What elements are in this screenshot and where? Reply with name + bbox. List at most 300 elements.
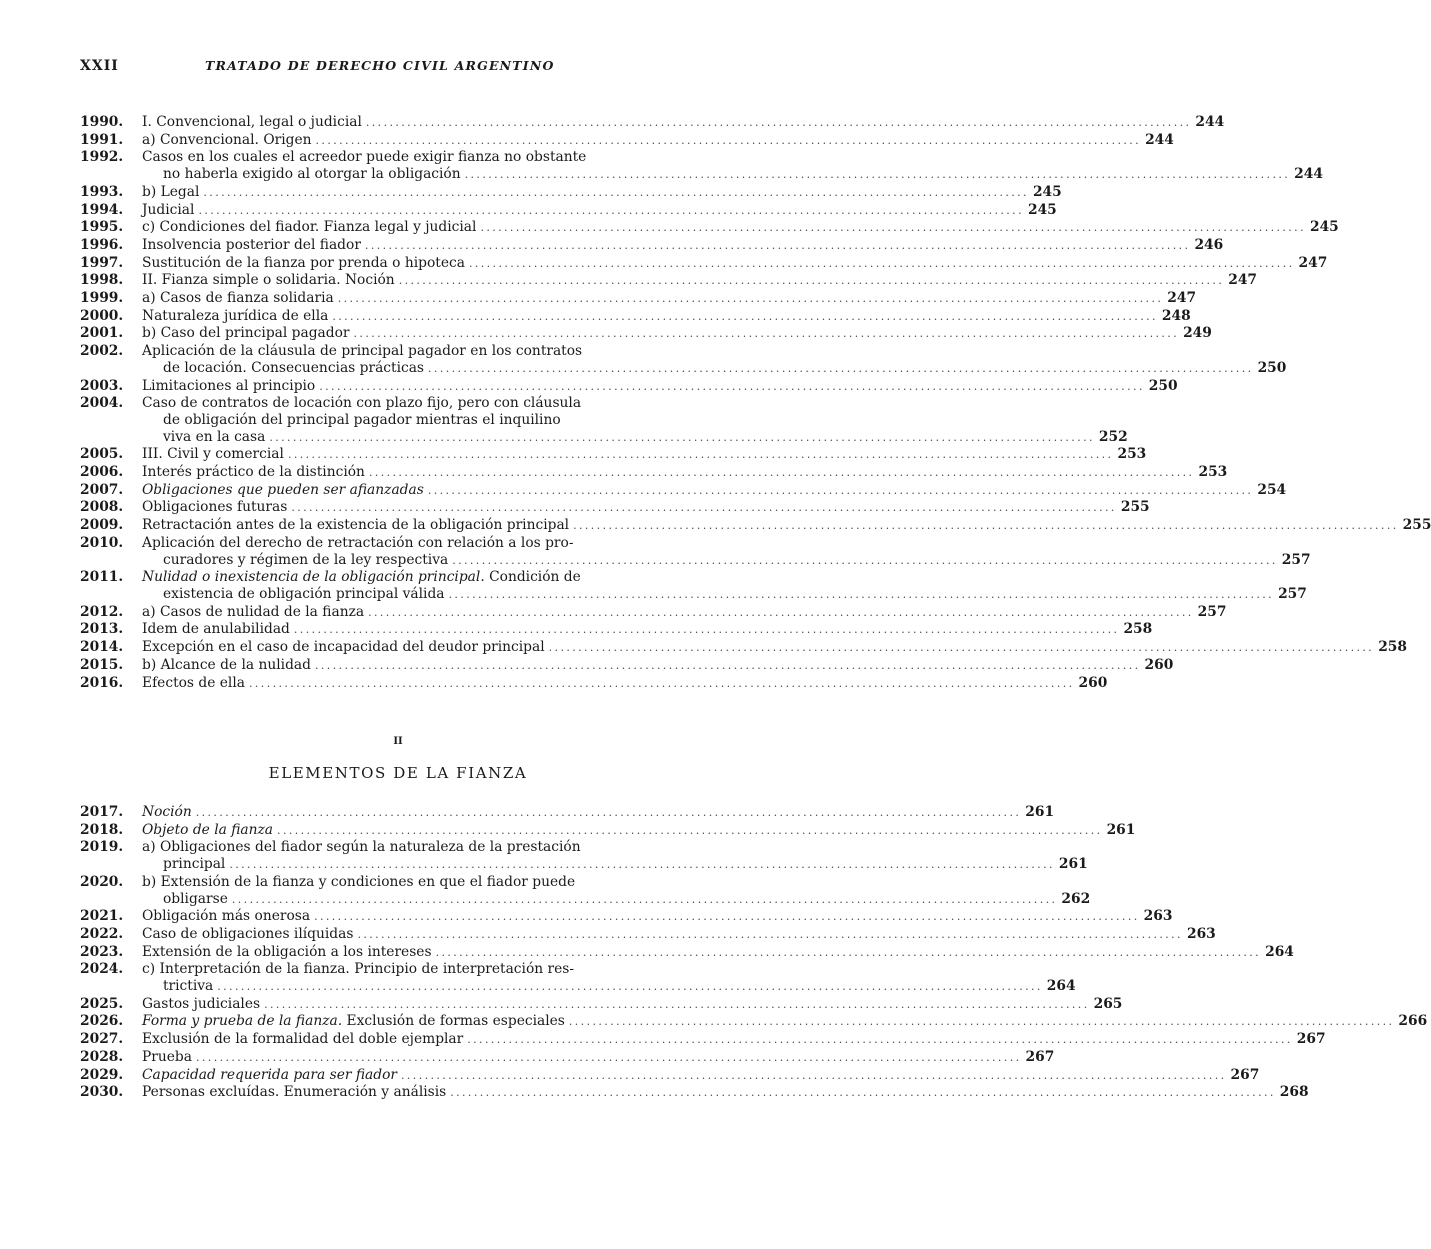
toc-entry [80, 307, 1191, 326]
entry-text: b) Extensión de la fianza y condiciones en que el fiador puede [142, 873, 576, 890]
toc-entry [80, 943, 1294, 962]
entry-line [142, 325, 1212, 343]
entry-number: 1996. [80, 236, 124, 253]
toc-entry [80, 517, 1431, 535]
entry-number: 2009. [80, 517, 124, 534]
entry-text: Nulidad o inexistencia de la obligación principal. Condición de [142, 569, 581, 586]
entry-text: Gastos judiciales [142, 995, 261, 1012]
entry-number: 2007. [80, 481, 124, 498]
dot-leader: ............................................................................................................................................ [264, 997, 1090, 1011]
entry-text: viva en la casa [163, 428, 266, 445]
dot-leader: ............................................................................................................................................ [428, 361, 1254, 375]
entry-line [142, 464, 1228, 482]
dot-leader: ............................................................................................................................................ [293, 623, 1120, 637]
entry-page: 258 [1378, 639, 1407, 656]
entry-line [142, 603, 1227, 622]
dot-leader: ............................................................................................................................................ [291, 501, 1117, 515]
entry-text: Idem de anulabilidad [142, 621, 290, 638]
entry-page: 248 [1161, 307, 1191, 324]
toc-section-1 [80, 114, 1431, 692]
entry-line [142, 639, 1407, 657]
entry-page: 261 [1058, 856, 1088, 873]
entry-text: Judicial [142, 201, 195, 218]
entry-page: 263 [1143, 908, 1173, 925]
dot-leader: ............................................................................................................................................ [195, 806, 1022, 819]
entry-body [142, 114, 1225, 132]
entry-number: 2023. [80, 943, 124, 960]
dot-leader: ............................................................................................................................................ [573, 519, 1399, 533]
entry-line [142, 131, 1174, 150]
toc-entry [80, 639, 1407, 657]
entry-line [142, 551, 1311, 570]
entry-number: 2029. [80, 1066, 124, 1083]
entry-number: 2013. [80, 621, 124, 638]
entry-text: a) Obligaciones del fiador según la naturaleza de la prestación [142, 839, 581, 856]
entry-text [142, 822, 273, 839]
entry-number: 2018. [80, 821, 124, 838]
entry-page: 260 [1078, 674, 1108, 691]
entry-page: 245 [1309, 219, 1339, 236]
dot-leader: ............................................................................................................................................ [401, 1068, 1227, 1082]
entry-page: 267 [1025, 1048, 1055, 1065]
dot-leader: ............................................................................................................................................ [364, 238, 1191, 252]
entry-page: 261 [1025, 804, 1055, 820]
toc-entry [80, 343, 1287, 377]
entry-body [142, 839, 1088, 873]
entry-line [142, 1048, 1055, 1067]
entry-body [142, 464, 1228, 482]
dot-leader: ............................................................................................................................................ [198, 203, 1024, 217]
entry-text: Naturaleza jurídica de ella [142, 307, 329, 324]
entry-number: 2022. [80, 925, 124, 942]
entry-number: 2017. [80, 804, 124, 820]
entry-text-italic: Nulidad o inexistencia de la obligación principal. [142, 569, 485, 586]
entry-line [142, 236, 1224, 255]
entry-text: b) Legal [142, 183, 200, 200]
dot-leader: ............................................................................................................................................ [231, 892, 1058, 906]
entry-body [142, 325, 1212, 343]
entry-line [142, 621, 1153, 639]
entry-body [142, 377, 1178, 396]
page-number: XXII [80, 58, 119, 74]
entry-text: a) Casos de nulidad de la fianza [142, 603, 365, 620]
toc-entry [80, 290, 1197, 308]
entry-page: 267 [1230, 1066, 1260, 1083]
entry-line [142, 1066, 1260, 1085]
entry-line [142, 569, 1304, 586]
entry-text: Aplicación de la cláusula de principal pagador en los contratos [142, 343, 583, 360]
toc-entry [80, 1084, 1309, 1102]
entry-number: 2002. [80, 343, 124, 360]
dot-leader: ............................................................................................................................................ [229, 858, 1055, 872]
toc-entry [80, 395, 1128, 446]
entry-line [142, 978, 1076, 996]
entry-text: trictiva [163, 978, 214, 995]
dot-leader: ............................................................................................................................................ [314, 910, 1140, 924]
toc-entry [80, 1031, 1326, 1049]
toc-entry [80, 272, 1258, 290]
toc-entry [80, 621, 1153, 639]
entry-text: b) Alcance de la nulidad [142, 656, 311, 673]
toc-entry [80, 201, 1057, 220]
entry-line [142, 446, 1147, 464]
entry-page: 247 [1228, 272, 1258, 289]
entry-line [142, 149, 1320, 166]
entry-body [142, 149, 1323, 183]
entry-body [142, 481, 1287, 500]
entry-text: c) Condiciones del fiador. Fianza legal y judicial [142, 219, 477, 236]
toc-entry [80, 325, 1212, 343]
dot-leader: ............................................................................................................................................ [353, 327, 1180, 341]
entry-text: Caso de obligaciones ilíquidas [142, 925, 354, 942]
entry-number: 2019. [80, 839, 124, 856]
entry-line [142, 874, 1087, 891]
entry-text: a) Casos de fianza solidaria [142, 290, 334, 307]
toc-entry [80, 464, 1228, 482]
entry-text [142, 482, 424, 499]
toc-entry [80, 481, 1287, 500]
entry-page: 266 [1398, 1013, 1428, 1030]
entry-text: curadores y régimen de la ley respectiva [163, 551, 449, 568]
entry-text-italic: Noción [142, 804, 192, 820]
entry-body [142, 343, 1287, 377]
toc-entry [80, 961, 1076, 995]
entry-page: 257 [1281, 551, 1311, 568]
entry-text: Limitaciones al principio [142, 377, 316, 394]
entry-text-italic: Forma y prueba de la fianza. [142, 1013, 343, 1030]
entry-line [142, 585, 1307, 604]
entry-page: 250 [1257, 359, 1287, 376]
entry-body [142, 201, 1057, 220]
entry-line [142, 674, 1108, 693]
entry-page: 255 [1402, 517, 1431, 534]
entry-line [142, 428, 1128, 447]
dot-leader: ............................................................................................................................................ [464, 168, 1291, 182]
entry-text-italic: Obligaciones que pueden ser afianzadas [142, 481, 424, 498]
dot-leader: ............................................................................................................................................ [337, 292, 1164, 306]
entry-page: 244 [1195, 114, 1225, 130]
running-title: TRATADO DE DERECHO CIVIL ARGENTINO [205, 58, 555, 73]
toc-entry [80, 995, 1123, 1014]
entry-text: obligarse [163, 890, 228, 907]
entry-number: 2025. [80, 995, 124, 1012]
dot-leader: ............................................................................................................................................ [467, 1033, 1293, 1047]
entry-line [142, 839, 1085, 856]
dot-leader: ............................................................................................................................................ [368, 466, 1195, 480]
entry-page: 265 [1093, 995, 1123, 1012]
toc-entry [80, 569, 1307, 603]
dot-leader: ............................................................................................................................................ [480, 221, 1306, 235]
entry-number: 1995. [80, 219, 124, 236]
entry-number: 1994. [80, 201, 124, 218]
entry-number: 1991. [80, 131, 124, 148]
entry-page: 255 [1120, 499, 1150, 516]
toc-entry [80, 114, 1225, 132]
entry-line [142, 925, 1216, 944]
entry-line [142, 856, 1088, 874]
entry-page: 268 [1279, 1084, 1309, 1101]
entry-number: 2016. [80, 674, 124, 691]
entry-line [142, 114, 1225, 132]
dot-leader: ............................................................................................................................................ [287, 448, 1114, 462]
entry-number: 2012. [80, 603, 124, 620]
entry-body [142, 1013, 1428, 1031]
entry-body [142, 569, 1307, 603]
entry-number: 2001. [80, 325, 124, 342]
entry-body [142, 1084, 1309, 1102]
toc-entry [80, 1013, 1428, 1031]
entry-line [142, 219, 1339, 237]
entry-line [142, 290, 1197, 308]
entry-number: 2006. [80, 464, 124, 481]
entry-page: 261 [1106, 821, 1136, 838]
entry-line [142, 343, 1284, 360]
dot-leader: ............................................................................................................................................ [319, 379, 1145, 393]
toc-entry [80, 603, 1227, 622]
entry-page: 249 [1183, 325, 1212, 342]
entry-body [142, 674, 1108, 693]
entry-text: Sustitución de la fianza por prenda o hipoteca [142, 254, 465, 271]
entry-text: Extensión de la obligación a los intereses [142, 943, 432, 960]
entry-line [142, 656, 1174, 675]
entry-text [142, 1067, 397, 1084]
entry-number: 2021. [80, 908, 124, 925]
entry-body [142, 254, 1328, 273]
entry-body [142, 290, 1197, 308]
entry-body [142, 804, 1055, 822]
entry-body [142, 446, 1147, 464]
entry-number: 2020. [80, 873, 124, 890]
entry-number: 1993. [80, 183, 124, 200]
entry-page: 245 [1027, 201, 1057, 218]
entry-body [142, 499, 1150, 517]
entry-page: 257 [1197, 603, 1227, 620]
entry-page: 244 [1294, 166, 1323, 183]
entry-line [142, 535, 1308, 552]
dot-leader: ............................................................................................................................................ [249, 676, 1075, 690]
entry-page: 250 [1148, 377, 1178, 394]
entry-body [142, 1066, 1260, 1085]
entry-line [142, 517, 1429, 535]
entry-text: Caso de contratos de locación con plazo fijo, pero con cláusula [142, 395, 582, 412]
entry-text: Excepción en el caso de incapacidad del deudor principal [142, 639, 545, 656]
toc-entry [80, 656, 1174, 675]
entry-text: Exclusión de la formalidad del doble ejemplar [142, 1031, 464, 1048]
toc-entry [80, 377, 1178, 396]
entry-text: Obligación más onerosa [142, 908, 311, 925]
entry-line [142, 908, 1173, 926]
entry-number: 2004. [80, 395, 124, 412]
entry-text: principal [163, 856, 226, 873]
entry-page: 263 [1186, 925, 1216, 942]
entry-body [142, 219, 1339, 237]
entry-text-italic: Objeto de la fianza [142, 821, 274, 838]
dot-leader: ............................................................................................................................................ [217, 980, 1043, 994]
entry-body [142, 534, 1311, 569]
entry-body [142, 639, 1407, 657]
entry-text: Interés práctico de la distinción [142, 464, 365, 481]
entry-text: Efectos de ella [142, 674, 245, 691]
entry-page: 267 [1296, 1031, 1326, 1048]
entry-body [142, 307, 1191, 326]
dot-leader: ............................................................................................................................................ [196, 1050, 1022, 1064]
entry-page: 258 [1123, 621, 1153, 638]
entry-body [142, 925, 1216, 944]
entry-line [142, 1013, 1428, 1031]
dot-leader: ............................................................................................................................................ [332, 309, 1158, 323]
entry-line [142, 183, 1062, 202]
entry-number: 2005. [80, 446, 124, 463]
entry-body [142, 395, 1128, 446]
entry-text: II. Fianza simple o solidaria. Noción [142, 272, 395, 289]
entry-page: 262 [1061, 890, 1091, 907]
dot-leader: ............................................................................................................................................ [368, 605, 1194, 619]
entry-number: 2003. [80, 377, 124, 394]
entry-line [142, 272, 1258, 290]
toc-entry [80, 873, 1091, 908]
toc-entry [80, 131, 1174, 150]
toc-entry [80, 839, 1088, 873]
entry-line [142, 481, 1287, 500]
entry-number: 2011. [80, 569, 124, 586]
entry-page: 253 [1117, 446, 1147, 463]
entry-body [142, 131, 1174, 150]
toc-entry [80, 149, 1323, 183]
entry-number: 2010. [80, 534, 124, 551]
dot-leader: ............................................................................................................................................ [568, 1015, 1395, 1029]
entry-body [142, 656, 1174, 675]
dot-leader: ............................................................................................................................................ [315, 133, 1142, 147]
entry-line [142, 254, 1328, 273]
entry-body [142, 183, 1062, 202]
toc-entry [80, 1048, 1055, 1067]
dot-leader: ............................................................................................................................................ [269, 430, 1095, 444]
entry-page: 244 [1145, 131, 1174, 148]
entry-body [142, 908, 1173, 926]
toc-entry [80, 446, 1147, 464]
toc-entry [80, 1066, 1260, 1085]
entry-line [142, 307, 1191, 326]
toc-entry [80, 499, 1150, 517]
entry-line [142, 943, 1294, 962]
page-header [80, 58, 700, 80]
entry-body [142, 517, 1429, 535]
toc-entry [80, 925, 1216, 944]
dot-leader: ............................................................................................................................................ [468, 256, 1295, 270]
dot-leader: ............................................................................................................................................ [435, 945, 1262, 959]
entry-number: 2000. [80, 307, 124, 324]
entry-text: existencia de obligación principal válida [163, 585, 445, 602]
entry-line [142, 804, 1055, 822]
entry-line [142, 499, 1150, 517]
entry-text: III. Civil y comercial [142, 446, 284, 463]
entry-number: 2028. [80, 1048, 124, 1065]
entry-number: 2014. [80, 639, 124, 656]
entry-number: 2015. [80, 656, 124, 673]
dot-leader: ............................................................................................................................................ [357, 927, 1183, 941]
entry-line [142, 961, 1073, 978]
entry-page: 254 [1257, 481, 1287, 498]
entry-text: Insolvencia posterior del fiador [142, 236, 361, 253]
section-title: ELEMENTOS DE LA FIANZA [268, 764, 528, 782]
dot-leader: ............................................................................................................................................ [277, 823, 1103, 837]
entry-line [142, 201, 1057, 220]
entry-text: no haberla exigido al otorgar la obligación [163, 166, 461, 183]
entry-line [142, 1084, 1309, 1102]
entry-text: Personas excluídas. Enumeración y análisis [142, 1084, 447, 1101]
dot-leader: ............................................................................................................................................ [315, 658, 1141, 672]
toc-section-2 [80, 804, 1428, 1102]
toc-entry [80, 236, 1224, 255]
toc-entry [80, 674, 1108, 693]
entry-number: 2008. [80, 499, 124, 516]
entry-number: 2027. [80, 1031, 124, 1048]
entry-number: 1992. [80, 149, 124, 166]
section-roman-numeral: II [393, 736, 403, 747]
dot-leader: ............................................................................................................................................ [548, 641, 1375, 655]
toc-entry [80, 534, 1311, 569]
entry-page: 247 [1298, 254, 1328, 271]
dot-leader: ............................................................................................................................................ [427, 483, 1254, 497]
entry-body [142, 272, 1258, 290]
entry-text: b) Caso del principal pagador [142, 325, 350, 342]
dot-leader: ............................................................................................................................................ [203, 185, 1029, 199]
entry-text: c) Interpretación de la fianza. Principio de interpretación res- [142, 961, 575, 978]
entry-line [142, 995, 1123, 1014]
entry-body [142, 821, 1136, 840]
toc-entry [80, 219, 1339, 237]
toc-entry [80, 821, 1136, 840]
entry-text: de locación. Consecuencias prácticas [163, 359, 425, 376]
entry-line [142, 890, 1091, 909]
entry-text: Prueba [142, 1048, 192, 1065]
entry-page: 252 [1098, 428, 1128, 445]
entry-body [142, 603, 1227, 622]
entry-body [142, 1048, 1055, 1067]
toc-entry [80, 183, 1062, 202]
dot-leader: ............................................................................................................................................ [448, 587, 1275, 601]
entry-page: 257 [1278, 585, 1307, 602]
entry-page: 245 [1032, 183, 1062, 200]
entry-line [142, 377, 1178, 396]
dot-leader: ............................................................................................................................................ [450, 1086, 1276, 1100]
entry-text: Obligaciones futuras [142, 499, 288, 516]
entry-text: a) Convencional. Origen [142, 131, 312, 148]
dot-leader: ............................................................................................................................................ [452, 553, 1278, 567]
entry-text: Retractación antes de la existencia de la obligación principal [142, 517, 570, 534]
entry-number: 2026. [80, 1013, 124, 1030]
entry-page: 264 [1265, 943, 1294, 960]
entry-text: I. Convencional, legal o judicial [142, 114, 362, 130]
entry-body [142, 995, 1123, 1014]
entry-number: 1990. [80, 114, 124, 130]
entry-number: 2030. [80, 1084, 124, 1101]
entry-text: Aplicación del derecho de retractación con relación a los pro- [142, 534, 574, 551]
entry-line [142, 395, 1125, 412]
entry-number: 1999. [80, 290, 124, 307]
entry-body [142, 1031, 1326, 1049]
entry-number: 1997. [80, 254, 124, 271]
entry-page: 253 [1198, 464, 1228, 481]
entry-line [142, 412, 1125, 429]
entry-page: 260 [1144, 656, 1174, 673]
dot-leader: ............................................................................................................................................ [398, 274, 1225, 288]
entry-page: 264 [1046, 978, 1076, 995]
entry-body [142, 621, 1153, 639]
entry-page: 246 [1194, 236, 1224, 253]
toc-entry [80, 254, 1328, 273]
entry-text: Forma y prueba de la fianza. Exclusión de formas especiales [142, 1013, 565, 1030]
